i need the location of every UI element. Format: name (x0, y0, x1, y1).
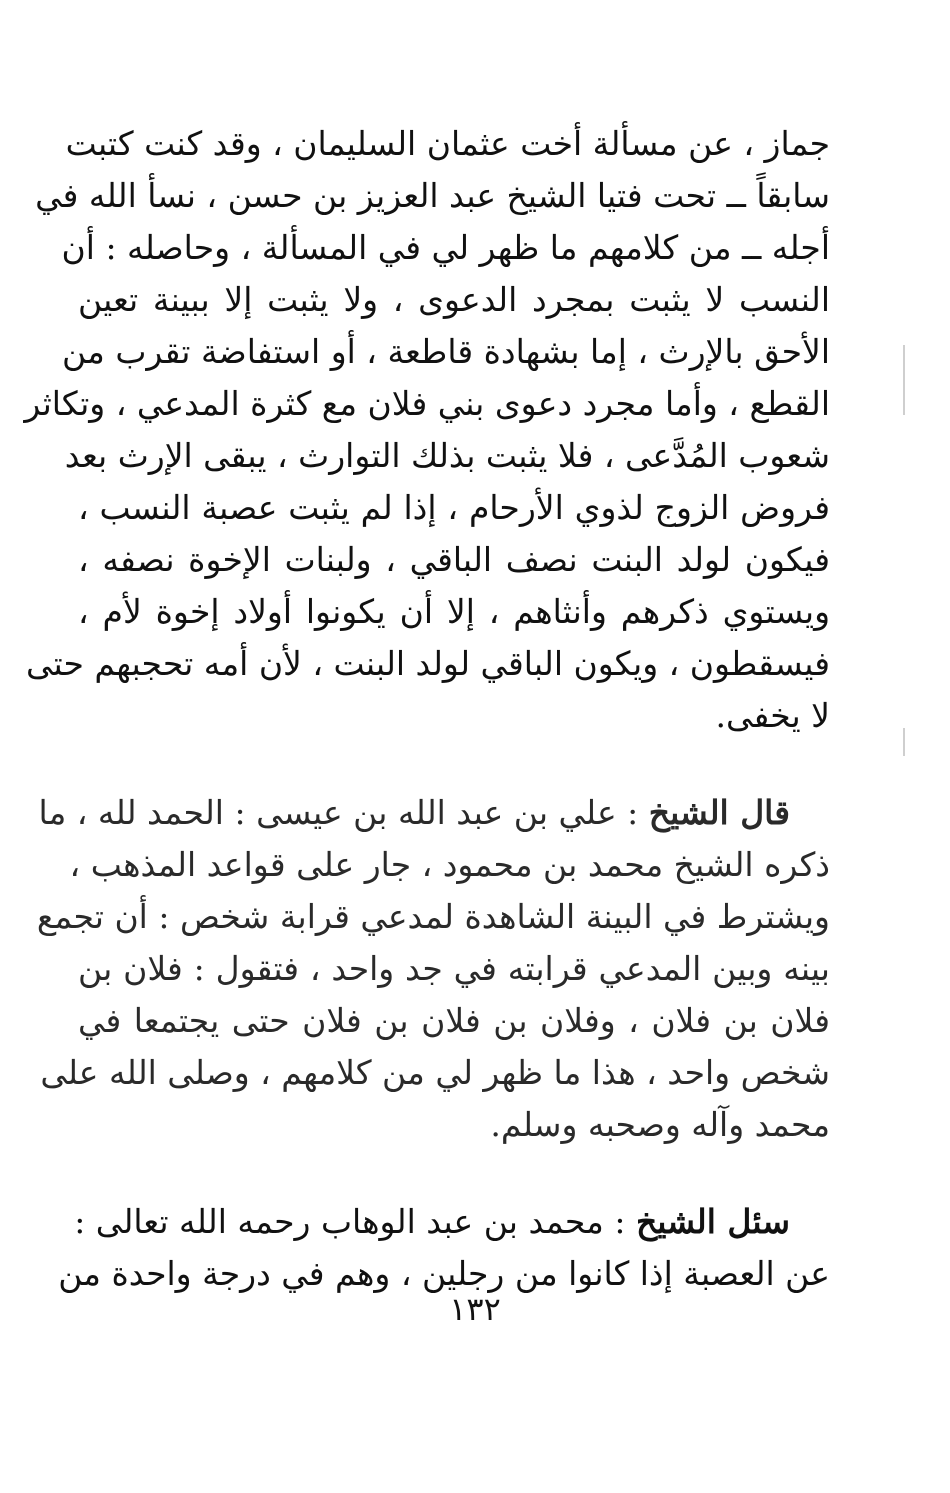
text-line: أجله ــ من كلامهم ما ظهر لي في المسألة ، وحاصله : أن (61, 228, 830, 267)
text-line: جماز ، عن مسألة أخت عثمان السليمان ، وقد كنت كتبت (65, 124, 830, 163)
text-line: الأحق بالإرث ، إما بشهادة قاطعة ، أو استفاضة تقرب من (62, 332, 830, 371)
scan-margin-mark (903, 728, 905, 756)
page-body (24, 118, 830, 1300)
text-line: ويستوي ذكرهم وأنثاهم ، إلا أن يكونوا أولاد إخوة لأم ، (78, 592, 830, 631)
speaker-label: قال الشيخ (648, 793, 790, 832)
scan-margin-mark (903, 345, 905, 415)
text-line: ذكره الشيخ محمد بن محمود ، جار على قواعد المذهب ، (69, 845, 830, 884)
paragraph-3 (58, 1196, 830, 1300)
text-line: محمد وآله وصحبه وسلم. (490, 1105, 830, 1144)
text-line: سابقاً ــ تحت فتيا الشيخ عبد العزيز بن حسن ، نسأ الله في (35, 176, 830, 215)
text-line: النسب لا يثبت بمجرد الدعوى ، ولا يثبت إلا ببينة تعين (78, 280, 830, 319)
paragraph-2-first-line (38, 787, 830, 839)
text-line: شعوب المُدَّعى ، فلا يثبت بذلك التوارث ، يبقى الإرث بعد (64, 436, 830, 475)
paragraph-spacer (78, 1151, 830, 1196)
page-number: ١٣٢ (449, 1290, 501, 1328)
text-segment: : محمد بن عبد الوهاب رحمه الله تعالى : (74, 1202, 626, 1241)
paragraph-2 (36, 787, 830, 1151)
text-line: عن العصبة إذا كانوا من رجلين ، وهم في درجة واحدة من (58, 1254, 830, 1293)
text-line: فروض الزوج لذوي الأرحام ، إذا لم يثبت عصبة النسب ، (78, 488, 830, 527)
text-line: ويشترط في البينة الشاهدة لمدعي قرابة شخص : أن تجمع (36, 897, 830, 936)
paragraph-1 (24, 118, 830, 742)
text-line: القطع ، وأما مجرد دعوى بني فلان مع كثرة المدعي ، وتكاثر (24, 384, 830, 423)
paragraph-3-first-line (74, 1196, 830, 1248)
text-line: بينه وبين المدعي قرابته في جد واحد ، فتقول : فلان بن (78, 949, 830, 988)
speaker-label: سئل الشيخ (635, 1202, 790, 1241)
paragraph-spacer (78, 742, 830, 787)
text-line: فلان بن فلان ، وفلان بن فلان بن فلان حتى يجتمعا في (78, 1001, 830, 1040)
text-segment: : علي بن عبد الله بن عيسى : الحمد لله ، ما (38, 793, 639, 832)
text-line: شخص واحد ، هذا ما ظهر لي من كلامهم ، وصلى الله على (40, 1053, 830, 1092)
text-line: فيكون لولد البنت نصف الباقي ، ولبنات الإخوة نصفه ، (78, 540, 830, 579)
text-line: لا يخفى. (715, 696, 830, 735)
text-line: فيسقطون ، ويكون الباقي لولد البنت ، لأن أمه تحجبهم حتى (26, 644, 830, 683)
